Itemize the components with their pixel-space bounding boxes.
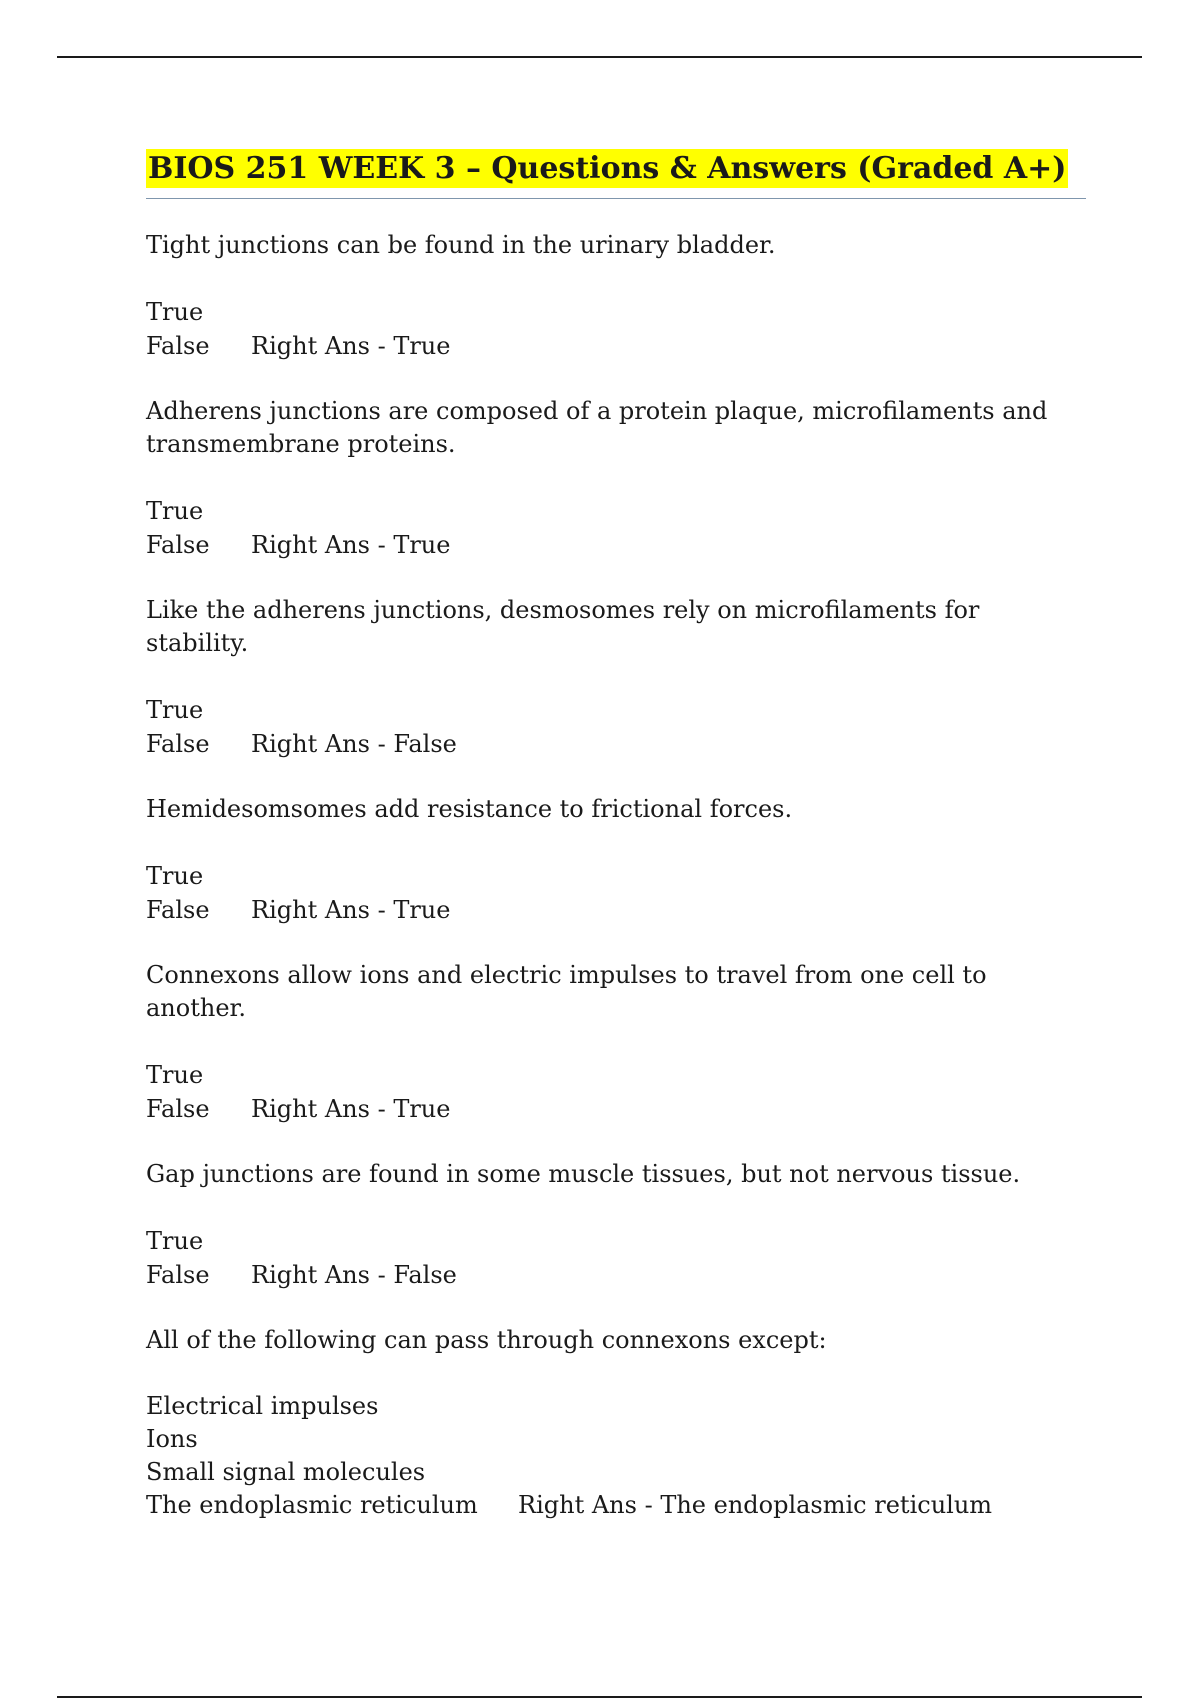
option-label: Ions <box>146 1425 198 1453</box>
option-row <box>146 1423 1086 1456</box>
option-row <box>146 1489 1086 1522</box>
option-row <box>146 1456 1086 1489</box>
right-answer: Right Ans - True <box>251 896 451 924</box>
option-label: True <box>146 497 204 525</box>
question-block <box>146 594 1086 761</box>
question-block <box>146 1158 1086 1292</box>
question-text: Like the adherens junctions, desmosomes rely on microfilaments for stability. <box>146 596 980 657</box>
question-block <box>146 395 1086 562</box>
option-row <box>146 528 1086 562</box>
option-row <box>146 1092 1086 1126</box>
option-label: Electrical impulses <box>146 1392 379 1420</box>
option-row <box>146 1390 1086 1423</box>
option-row <box>146 1058 1086 1092</box>
option-label: Small signal molecules <box>146 1458 426 1486</box>
question-block <box>146 793 1086 927</box>
question-text: Gap junctions are found in some muscle tissues, but not nervous tissue. <box>146 1160 1021 1188</box>
question-text: All of the following can pass through connexons except: <box>146 1326 827 1354</box>
option-label: True <box>146 862 204 890</box>
right-answer: Right Ans - True <box>251 332 451 360</box>
question-text: Connexons allow ions and electric impulses to travel from one cell to another. <box>146 961 987 1022</box>
right-answer: Right Ans - False <box>251 1261 457 1289</box>
option-label: True <box>146 696 204 724</box>
question-text: Hemidesomsomes add resistance to frictional forces. <box>146 795 793 823</box>
option-row <box>146 329 1086 363</box>
option-label: False <box>146 332 210 360</box>
option-row <box>146 893 1086 927</box>
right-answer: Right Ans - The endoplasmic reticulum <box>518 1491 993 1519</box>
right-answer: Right Ans - True <box>251 531 451 559</box>
option-row <box>146 1224 1086 1258</box>
question-text: Adherens junctions are composed of a protein plaque, microfilaments and transmembrane proteins. <box>146 397 1048 458</box>
question-block <box>146 229 1086 363</box>
option-label: False <box>146 730 210 758</box>
option-row <box>146 494 1086 528</box>
option-row <box>146 1258 1086 1292</box>
question-text: Tight junctions can be found in the urinary bladder. <box>146 231 776 259</box>
option-row <box>146 295 1086 329</box>
option-label: True <box>146 1227 204 1255</box>
option-row <box>146 693 1086 727</box>
option-row <box>146 859 1086 893</box>
option-label: False <box>146 531 210 559</box>
document-body <box>146 148 1086 1554</box>
title-block <box>146 148 1086 199</box>
question-block <box>146 1324 1086 1522</box>
right-answer: Right Ans - False <box>251 730 457 758</box>
option-label: The endoplasmic reticulum <box>146 1491 478 1519</box>
option-label: False <box>146 1261 210 1289</box>
top-rule <box>57 56 1142 58</box>
document-title: BIOS 251 WEEK 3 – Questions & Answers (Graded A+) <box>148 151 1067 186</box>
option-label: False <box>146 896 210 924</box>
option-label: True <box>146 1061 204 1089</box>
right-answer: Right Ans - True <box>251 1095 451 1123</box>
option-label: True <box>146 298 204 326</box>
question-block <box>146 959 1086 1126</box>
option-row <box>146 727 1086 761</box>
bottom-rule <box>57 1696 1142 1698</box>
option-label: False <box>146 1095 210 1123</box>
